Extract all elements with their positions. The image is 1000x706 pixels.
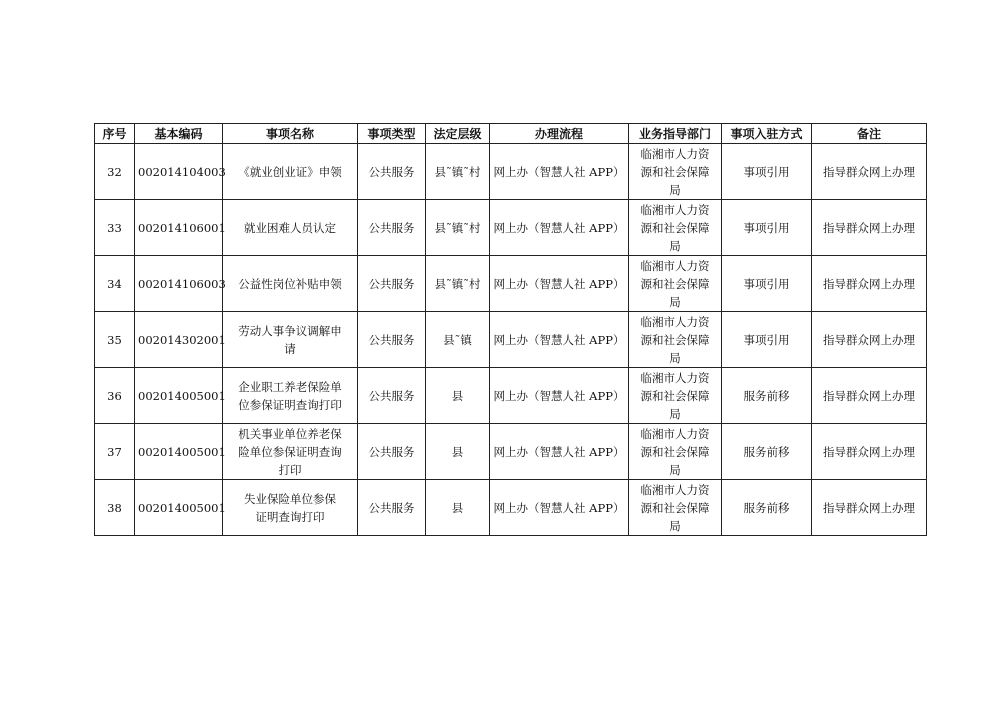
table-row <box>95 368 927 424</box>
cell-code: 002014106003 <box>135 256 223 312</box>
cell-mode: 事项引用 <box>722 144 812 200</box>
cell-no: 35 <box>95 312 135 368</box>
cell-code: 002014106001 <box>135 200 223 256</box>
cell-name-text: 企业职工养老保险单位参保证明查询打印 <box>238 379 342 412</box>
header-cell-no: 序号 <box>95 124 135 144</box>
table-row <box>95 200 927 256</box>
cell-no: 37 <box>95 424 135 480</box>
cell-no: 34 <box>95 256 135 312</box>
cell-no: 32 <box>95 144 135 200</box>
cell-name <box>223 368 358 424</box>
cell-process: 网上办（智慧人社 APP） <box>490 256 629 312</box>
cell-level: 县˜镇 <box>426 312 490 368</box>
cell-mode: 事项引用 <box>722 200 812 256</box>
cell-mode: 事项引用 <box>722 256 812 312</box>
cell-dept-text: 临湘市人力资源和社会保障局 <box>640 202 710 253</box>
cell-note: 指导群众网上办理 <box>812 480 927 536</box>
cell-name-text: 机关事业单位养老保险单位参保证明查询打印 <box>238 426 342 477</box>
table-row <box>95 144 927 200</box>
cell-type: 公共服务 <box>358 144 426 200</box>
cell-type: 公共服务 <box>358 368 426 424</box>
cell-dept <box>629 480 722 536</box>
cell-note: 指导群众网上办理 <box>812 256 927 312</box>
cell-name-text: 公益性岗位补贴申领 <box>238 276 342 291</box>
cell-dept <box>629 144 722 200</box>
cell-type: 公共服务 <box>358 200 426 256</box>
cell-dept-text: 临湘市人力资源和社会保障局 <box>640 482 710 533</box>
cell-mode: 服务前移 <box>722 480 812 536</box>
cell-dept <box>629 256 722 312</box>
cell-dept-text: 临湘市人力资源和社会保障局 <box>640 426 710 477</box>
cell-note: 指导群众网上办理 <box>812 200 927 256</box>
header-cell-code: 基本编码 <box>135 124 223 144</box>
table-row <box>95 424 927 480</box>
cell-code: 002014302001 <box>135 312 223 368</box>
cell-level: 县˜镇˜村 <box>426 200 490 256</box>
cell-name-text: 《就业创业证》申领 <box>238 164 342 179</box>
cell-dept <box>629 424 722 480</box>
cell-type: 公共服务 <box>358 424 426 480</box>
cell-code: 002014104003 <box>135 144 223 200</box>
cell-name <box>223 424 358 480</box>
cell-name-text: 就业困难人员认定 <box>244 220 336 235</box>
cell-name <box>223 480 358 536</box>
cell-name-text: 失业保险单位参保证明查询打印 <box>244 491 336 524</box>
cell-type: 公共服务 <box>358 256 426 312</box>
cell-dept <box>629 200 722 256</box>
cell-mode: 事项引用 <box>722 312 812 368</box>
table-row <box>95 256 927 312</box>
cell-process: 网上办（智慧人社 APP） <box>490 312 629 368</box>
cell-dept <box>629 312 722 368</box>
cell-note: 指导群众网上办理 <box>812 144 927 200</box>
table-row <box>95 480 927 536</box>
header-cell-dept: 业务指导部门 <box>629 124 722 144</box>
table-header-row <box>95 124 927 144</box>
cell-process: 网上办（智慧人社 APP） <box>490 200 629 256</box>
cell-code: 002014005001 <box>135 368 223 424</box>
cell-level: 县 <box>426 424 490 480</box>
cell-code: 002014005001 <box>135 480 223 536</box>
cell-dept-text: 临湘市人力资源和社会保障局 <box>640 258 710 309</box>
cell-level: 县˜镇˜村 <box>426 256 490 312</box>
cell-mode: 服务前移 <box>722 424 812 480</box>
cell-process: 网上办（智慧人社 APP） <box>490 424 629 480</box>
header-cell-process: 办理流程 <box>490 124 629 144</box>
cell-process: 网上办（智慧人社 APP） <box>490 144 629 200</box>
cell-process: 网上办（智慧人社 APP） <box>490 480 629 536</box>
cell-no: 38 <box>95 480 135 536</box>
cell-dept-text: 临湘市人力资源和社会保障局 <box>640 146 710 197</box>
cell-dept <box>629 368 722 424</box>
cell-type: 公共服务 <box>358 480 426 536</box>
cell-mode: 服务前移 <box>722 368 812 424</box>
cell-code: 002014005001 <box>135 424 223 480</box>
cell-note: 指导群众网上办理 <box>812 312 927 368</box>
cell-level: 县˜镇˜村 <box>426 144 490 200</box>
cell-name <box>223 200 358 256</box>
service-matters-table <box>94 123 927 536</box>
cell-level: 县 <box>426 368 490 424</box>
cell-process: 网上办（智慧人社 APP） <box>490 368 629 424</box>
cell-level: 县 <box>426 480 490 536</box>
cell-name-text: 劳动人事争议调解申请 <box>238 323 342 356</box>
cell-name <box>223 144 358 200</box>
header-cell-type: 事项类型 <box>358 124 426 144</box>
cell-no: 33 <box>95 200 135 256</box>
cell-note: 指导群众网上办理 <box>812 368 927 424</box>
cell-name <box>223 312 358 368</box>
cell-note: 指导群众网上办理 <box>812 424 927 480</box>
cell-dept-text: 临湘市人力资源和社会保障局 <box>640 370 710 421</box>
table-row <box>95 312 927 368</box>
header-cell-name: 事项名称 <box>223 124 358 144</box>
header-cell-note: 备注 <box>812 124 927 144</box>
cell-type: 公共服务 <box>358 312 426 368</box>
cell-dept-text: 临湘市人力资源和社会保障局 <box>640 314 710 365</box>
cell-name <box>223 256 358 312</box>
header-cell-mode: 事项入驻方式 <box>722 124 812 144</box>
cell-no: 36 <box>95 368 135 424</box>
header-cell-level: 法定层级 <box>426 124 490 144</box>
